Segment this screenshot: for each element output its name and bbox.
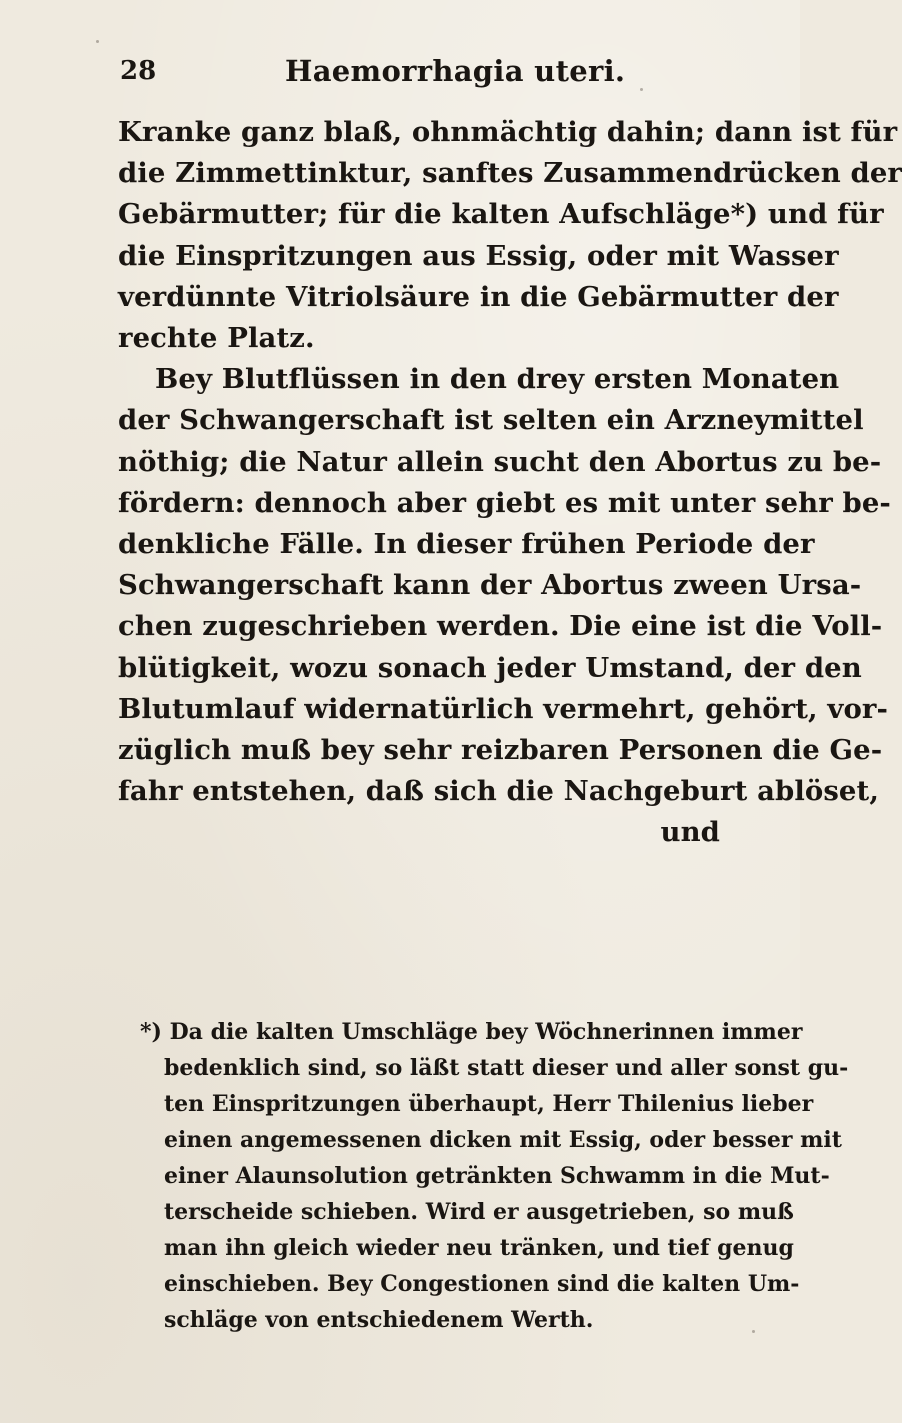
text-line: chen zugeschrieben werden. Die eine ist die Voll- xyxy=(118,610,883,643)
text-line: Gebärmutter; für die kalten Aufschläge*) und für xyxy=(118,198,884,231)
text-line: nöthig; die Natur allein sucht den Abortus zu be- xyxy=(118,445,882,478)
text-line: der Schwangerschaft ist selten ein Arzneymittel xyxy=(118,404,864,437)
catchword: und xyxy=(660,816,720,849)
page-header xyxy=(120,56,720,96)
text-line: verdünnte Vitriolsäure in die Gebärmutter der xyxy=(118,280,839,313)
running-title: Haemorrhagia uteri. xyxy=(285,54,626,88)
footnote-line: einen angemessenen dicken mit Essig, oder besser mit xyxy=(164,1127,842,1153)
footnote-line: terscheide schieben. Wird er ausgetrieben, so muß xyxy=(164,1199,794,1225)
footnote-line: bedenklich sind, so läßt statt dieser und aller sonst gu- xyxy=(164,1055,849,1081)
paper-speck xyxy=(640,88,643,91)
text-line: denkliche Fälle. In dieser frühen Periode der xyxy=(118,528,815,561)
text-line: Blutumlauf widernatürlich vermehrt, gehört, vor- xyxy=(118,692,888,725)
text-line: züglich muß bey sehr reizbaren Personen die Ge- xyxy=(118,734,883,767)
text-line: blütigkeit, wozu sonach jeder Umstand, der den xyxy=(118,651,862,684)
footnote-line: einer Alaunsolution getränkten Schwamm in die Mut- xyxy=(164,1163,830,1189)
footnote-line: ten Einspritzungen überhaupt, Herr Thilenius lieber xyxy=(164,1091,814,1117)
text-line: die Zimmettinktur, sanftes Zusammendrücken der xyxy=(118,157,902,190)
paper-speck xyxy=(96,40,99,43)
text-line: Schwangerschaft kann der Abortus zween Ursa- xyxy=(118,569,862,602)
text-line: fahr entstehen, daß sich die Nachgeburt ablöset, xyxy=(118,775,880,808)
paper-speck xyxy=(752,1330,755,1333)
footnote-line: man ihn gleich wieder neu tränken, und tief genug xyxy=(164,1235,794,1261)
footnote-line: *) Da die kalten Umschläge bey Wöchnerinnen immer xyxy=(140,1019,803,1045)
text-line: fördern: dennoch aber giebt es mit unter sehr be- xyxy=(118,486,891,519)
paragraph-start: Bey Blutflüssen in den drey ersten Monaten xyxy=(155,363,840,396)
text-line: die Einspritzungen aus Essig, oder mit Wasser xyxy=(118,239,839,272)
page-number: 28 xyxy=(120,56,157,86)
footnote-line: einschieben. Bey Congestionen sind die kalten Um- xyxy=(164,1271,800,1297)
body-text xyxy=(118,112,902,854)
text-line: Kranke ganz blaß, ohnmächtig dahin; dann ist für xyxy=(118,116,898,148)
footnote xyxy=(118,1014,849,1338)
text-line: rechte Platz. xyxy=(118,322,315,355)
footnote-line: schläge von entschiedenem Werth. xyxy=(164,1307,594,1333)
